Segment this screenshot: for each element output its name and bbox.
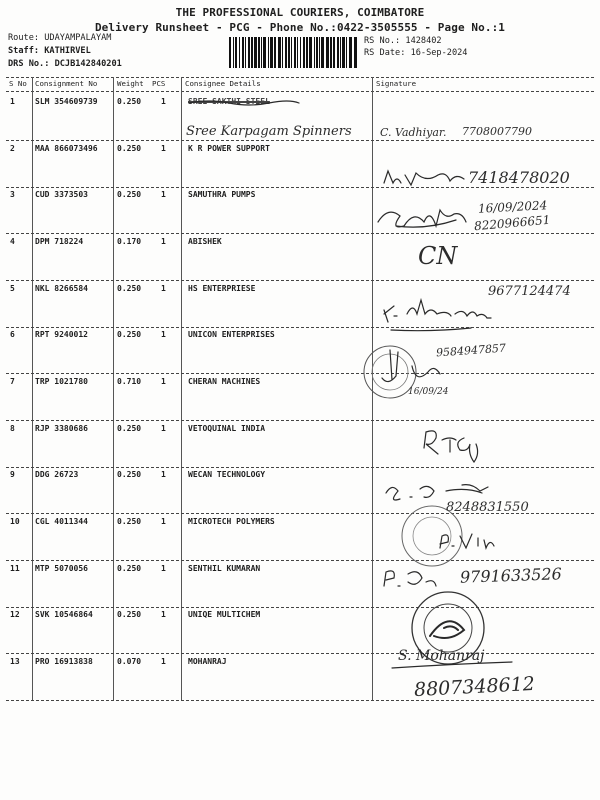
row-consignment-no: PRO 16913838	[35, 657, 93, 667]
row-consignee: CHERAN MACHINES	[188, 377, 261, 387]
row-divider	[6, 327, 594, 328]
table-header-rule	[6, 91, 594, 92]
row-sno: 7	[10, 377, 15, 387]
row-pcs: 1	[161, 563, 166, 573]
row-weight: 0.710	[117, 377, 142, 387]
table-row	[0, 144, 600, 156]
row-consignee: VETOQUINAL INDIA	[188, 423, 266, 433]
table-row	[0, 424, 600, 436]
barcode-bar	[326, 37, 329, 68]
barcode-bar	[306, 37, 308, 68]
row-consignee: UNIQE MULTICHEM	[188, 610, 261, 620]
row-weight: 0.250	[117, 97, 142, 106]
table-row	[0, 517, 600, 529]
barcode-bar	[245, 37, 246, 68]
handwritten-note: 8807348612	[413, 672, 536, 702]
row-divider	[6, 233, 594, 234]
barcode-bar	[342, 37, 345, 68]
handwritten-note: 8248831550	[446, 500, 529, 515]
table-row	[0, 657, 600, 669]
rs-date: RS Date: 16-Sep-2024	[364, 48, 468, 58]
staff-label: Staff: KATHIRVEL	[8, 46, 91, 56]
row-consignee: K R POWER SUPPORT	[188, 143, 270, 153]
barcode-bar	[340, 37, 341, 68]
row-sno: 9	[10, 470, 15, 480]
row-pcs: 1	[161, 470, 166, 480]
col-header-consignment: Consignment No	[35, 79, 98, 88]
barcode-bar	[333, 37, 335, 68]
signature-row-10	[440, 534, 494, 548]
row-sno: 5	[10, 283, 15, 293]
rs-number: RS No.: 1428402	[364, 36, 442, 46]
row-weight: 0.250	[117, 563, 142, 573]
row-divider	[6, 373, 594, 374]
barcode-bar	[319, 37, 320, 68]
row-sno: 11	[10, 563, 20, 573]
barcode-bar	[285, 37, 287, 68]
row-divider	[6, 560, 594, 561]
row-sno: 10	[10, 517, 20, 527]
row-sno: 1	[10, 97, 15, 106]
row-consignment-no: MAA 866073496	[35, 143, 98, 153]
barcode-bar	[261, 37, 262, 68]
row-consignee: HS ENTERPRIESE	[188, 283, 256, 293]
row-consignee: WECAN TECHNOLOGY	[188, 470, 266, 480]
table-row	[0, 470, 600, 482]
runsheet-subtitle: Delivery Runsheet - PCG - Phone No.:0422-3505555 - Page No.:1	[94, 21, 506, 34]
row-consignee: UNICON ENTERPRISES	[188, 330, 275, 340]
table-row	[0, 97, 600, 109]
row-divider	[6, 700, 594, 701]
row-consignment-no: SVK 10546864	[35, 610, 93, 620]
row-weight: 0.250	[117, 143, 142, 153]
row-sno: 12	[10, 610, 20, 620]
barcode-bar	[330, 37, 332, 68]
barcode-bar	[297, 37, 298, 68]
drs-number: DRS No.: DCJB142840201	[8, 59, 122, 69]
row-consignment-no: MTP 5070056	[35, 563, 88, 573]
row-weight: 0.070	[117, 657, 142, 667]
barcode-bar	[251, 37, 253, 68]
handwritten-note: C. Vadhiyar.	[380, 126, 447, 139]
handwritten-note: 16/09/24	[408, 387, 449, 397]
barcode-bar	[354, 37, 357, 68]
row-divider	[6, 280, 594, 281]
table-row	[0, 377, 600, 389]
col-header-weight: Weight	[117, 79, 144, 88]
table-row	[0, 237, 600, 249]
handwritten-note: 7418478020	[468, 168, 570, 187]
row-weight: 0.250	[117, 610, 142, 620]
multichem-stamp-mark	[430, 621, 464, 638]
barcode-bar	[346, 37, 347, 68]
barcode-bar	[254, 37, 257, 68]
row-sno: 13	[10, 657, 20, 667]
barcode-bar	[263, 37, 266, 68]
table-row	[0, 610, 600, 622]
row-weight: 0.250	[117, 330, 142, 340]
barcode-bar	[291, 37, 292, 68]
row-divider	[6, 467, 594, 468]
row-sno: 3	[10, 190, 15, 200]
barcode-bar	[242, 37, 244, 68]
barcode-bar	[258, 37, 260, 68]
row-divider	[6, 140, 594, 141]
row-weight: 0.250	[117, 423, 142, 433]
row-divider	[6, 420, 594, 421]
table-top-rule	[6, 77, 594, 78]
handwritten-note: Sree Karpagam Spinners	[186, 124, 352, 139]
row-consignment-no: CGL 4011344	[35, 517, 88, 527]
barcode-bar	[248, 37, 250, 68]
row-consignment-no: NKL 8266584	[35, 283, 88, 293]
company-title: THE PROFESSIONAL COURIERS, COIMBATORE	[175, 6, 425, 19]
route-label: Route: UDAYAMPALAYAM	[8, 33, 112, 43]
row-consignee: MICROTECH POLYMERS	[188, 517, 275, 527]
row-pcs: 1	[161, 97, 166, 106]
row-consignment-no: TRP 1021780	[35, 377, 88, 387]
row-weight: 0.250	[117, 470, 142, 480]
barcode-bar	[268, 37, 269, 68]
row-consignment-no: RPT 9240012	[35, 330, 88, 340]
row-sno: 6	[10, 330, 15, 340]
barcode-bar	[288, 37, 290, 68]
row-pcs: 1	[161, 190, 166, 200]
row-consignee: SENTHIL KUMARAN	[188, 563, 261, 573]
handwritten-note: 8220966651	[473, 212, 551, 234]
row-pcs: 1	[161, 143, 166, 153]
handwritten-note: CN	[418, 242, 458, 270]
handwritten-note: 9791633526	[459, 564, 563, 587]
barcode-bar	[321, 37, 324, 68]
row-consignee: SAMUTHRA PUMPS	[188, 190, 256, 200]
row-weight: 0.250	[117, 190, 142, 200]
barcode-bar	[294, 37, 296, 68]
row-pcs: 1	[161, 377, 166, 387]
row-consignee: ABISHEK	[188, 237, 222, 246]
handwritten-note: 7708007790	[462, 125, 532, 138]
row-weight: 0.250	[117, 517, 142, 527]
col-header-signature: Signature	[376, 79, 417, 88]
barcode-bar	[300, 37, 301, 68]
barcode-bar	[235, 37, 237, 68]
row-consignment-no: CUD 3373503	[35, 190, 88, 200]
barcode-bar	[274, 37, 276, 68]
row-consignment-no: SLM 354609739	[35, 97, 98, 106]
table-row	[0, 330, 600, 342]
barcode	[229, 37, 360, 68]
row-consignment-no: RJP 3380686	[35, 423, 88, 433]
signature-row-2	[384, 171, 464, 185]
row-sno: 2	[10, 143, 15, 153]
handwritten-note: 9584947857	[435, 341, 507, 360]
barcode-bar	[309, 37, 312, 68]
row-pcs: 1	[161, 657, 166, 667]
barcode-bar	[303, 37, 305, 68]
company-stamp-row-10	[402, 506, 462, 566]
barcode-bar	[229, 37, 231, 68]
barcode-bar	[349, 37, 352, 68]
col-header-sno: S No	[9, 79, 27, 88]
barcode-bar	[233, 37, 234, 68]
row-pcs: 1	[161, 330, 166, 340]
barcode-bar	[270, 37, 273, 68]
row-divider	[6, 607, 594, 608]
row-pcs: 1	[161, 237, 166, 246]
row-pcs: 1	[161, 610, 166, 620]
signature-row-3	[378, 210, 466, 227]
barcode-bar	[316, 37, 318, 68]
row-consignment-no: DPM 718224	[35, 237, 84, 246]
barcode-bar	[314, 37, 315, 68]
row-sno: 4	[10, 237, 15, 246]
row-weight: 0.170	[117, 237, 142, 246]
barcode-bar	[282, 37, 283, 68]
row-pcs: 1	[161, 423, 166, 433]
row-divider	[6, 653, 594, 654]
signature-row-9	[386, 485, 488, 500]
row-consignment-no: DDG 26723	[35, 470, 79, 480]
barcode-bar	[239, 37, 240, 68]
row-pcs: 1	[161, 517, 166, 527]
row-sno: 8	[10, 423, 15, 433]
row-consignee: MOHANRAJ	[188, 657, 227, 667]
handwritten-note: 16/09/2024	[477, 198, 548, 216]
handwritten-note: S. Mohanraj	[398, 648, 485, 664]
barcode-bar	[337, 37, 339, 68]
col-header-consignee: Consignee Details	[185, 79, 261, 88]
col-header-pcs: PCS	[152, 79, 166, 88]
row-consignee: SREE SAKTHI STEEL	[188, 97, 270, 106]
row-pcs: 1	[161, 283, 166, 293]
barcode-bar	[278, 37, 281, 68]
row-weight: 0.250	[117, 283, 142, 293]
handwritten-note: 9677124474	[488, 284, 571, 299]
